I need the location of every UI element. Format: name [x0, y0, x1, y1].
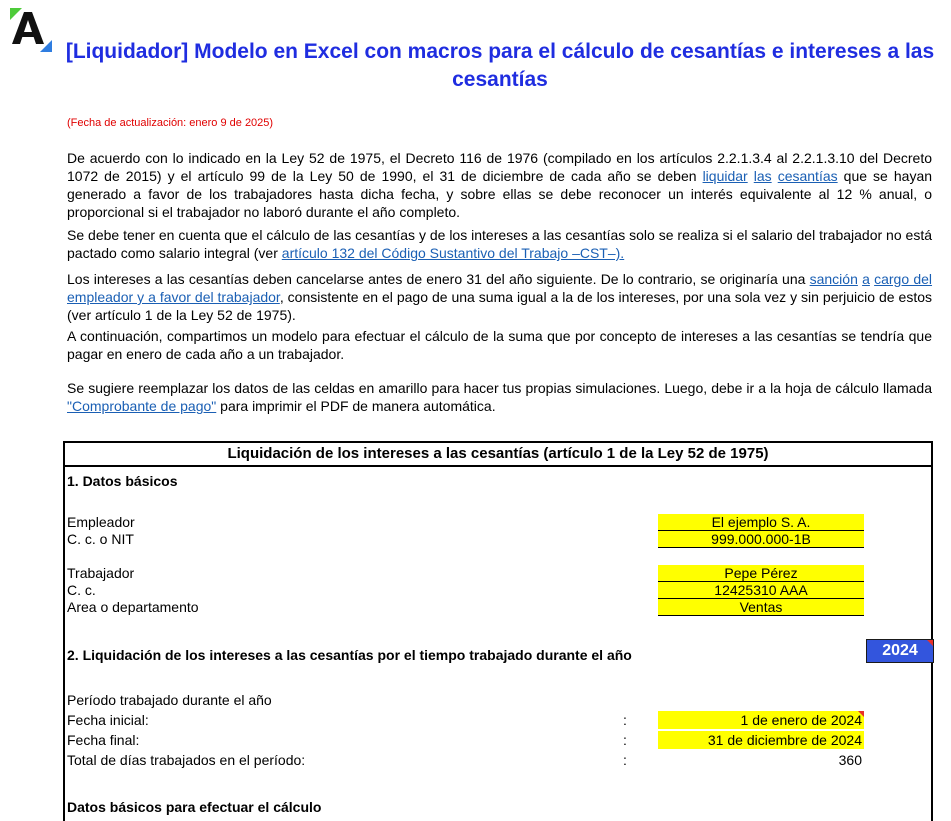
- year-cell[interactable]: 2024: [866, 639, 934, 663]
- link-sancion[interactable]: sanción: [809, 271, 858, 287]
- link-articulo-132-cst[interactable]: artículo 132 del Código Sustantivo del Trabajo –CST–).: [281, 245, 625, 261]
- link-liquidar[interactable]: liquidar: [702, 168, 748, 184]
- section-calc-data: Datos básicos para efectuar el cálculo: [67, 799, 322, 815]
- employer-label: Empleador: [67, 514, 135, 530]
- liquidation-sheet: [63, 441, 933, 821]
- intro-paragraph-5: Se sugiere reemplazar los datos de las celdas en amarillo para hacer tus propias simulaciones. Luego, debe ir a la hoja de cálculo llamada "Comprobante de pago" para imprimir el PDF de manera automática.: [67, 380, 932, 414]
- link-las[interactable]: las: [753, 168, 772, 184]
- worker-input[interactable]: Pepe Pérez: [658, 565, 864, 582]
- nit-input[interactable]: 999.000.000-1B: [658, 531, 864, 548]
- colon-separator: :: [623, 732, 627, 748]
- logo-label: A: [8, 6, 9, 7]
- area-label: Area o departamento: [67, 599, 199, 615]
- end-date-input[interactable]: 31 de diciembre de 2024: [658, 731, 864, 749]
- area-input[interactable]: Ventas: [658, 599, 864, 616]
- nit-label: C. c. o NIT: [67, 531, 134, 547]
- days-value: 360: [838, 752, 862, 768]
- link-a[interactable]: a: [862, 271, 870, 287]
- link-cesantias[interactable]: cesantías: [777, 168, 838, 184]
- cc-input[interactable]: 12425310 AAA: [658, 582, 864, 599]
- intro-paragraph-3: Los intereses a las cesantías deben cancelarse antes de enero 31 del año siguiente. De lo contrario, se originaría una sanción a cargo del empleador y a favor del trabajador, consistente en el pago de una suma igual a la de los intereses, por una sola vez y sin perjuicio de estos (ver artículo 1 de la Ley 52 de 1975).: [67, 271, 933, 323]
- page-title: [Liquidador] Modelo en Excel con macros para el cálculo de cesantías e intereses a las cesantías: [65, 40, 935, 91]
- section-basic-data: 1. Datos básicos: [67, 473, 178, 489]
- intro-paragraph-1: De acuerdo con lo indicado en la Ley 52 de 1975, el Decreto 116 de 1976 (compilado en los artículos 2.2.1.3.4 al 2.2.1.3.10 del Decreto 1072 de 2015) y el artículo 99 de la Ley 50 de 1990, el 31 de diciembre de cada año se deben liquidar las cesantías que se hayan generado a favor de los trabajadores hasta dicha fecha, y sobre ellas se debe reconocer un interés equivalente al 12 % anual, o proporcional si el trabajador no laboró durante el año completo.: [67, 150, 933, 220]
- update-note: (Fecha de actualización: enero 9 de 2025): [67, 117, 274, 129]
- employer-input[interactable]: El ejemplo S. A.: [658, 514, 864, 531]
- start-date-label: Fecha inicial:: [67, 712, 149, 728]
- worker-label: Trabajador: [67, 565, 135, 581]
- sheet-title: Liquidación de los intereses a las cesantías (artículo 1 de la Ley 52 de 1975): [65, 443, 931, 467]
- end-date-label: Fecha final:: [67, 732, 140, 748]
- start-date-input[interactable]: 1 de enero de 2024: [658, 711, 864, 729]
- link-comprobante-de-pago[interactable]: "Comprobante de pago": [67, 398, 217, 414]
- cc-label: C. c.: [67, 582, 96, 598]
- link-cargo-del-empleador[interactable]: cargo del empleador y a favor del trabajador: [67, 271, 933, 305]
- period-label: Período trabajado durante el año: [67, 692, 272, 708]
- intro-paragraph-2: Se debe tener en cuenta que el cálculo de las cesantías y de los intereses a las cesantías solo se realiza si el salario del trabajador no está pactado como salario integral (ver artículo 132 del Código Sustantivo del Trabajo –CST–).: [67, 227, 932, 261]
- actualicese-logo-icon: [8, 6, 54, 54]
- colon-separator: :: [623, 712, 627, 728]
- section-liquidation: 2. Liquidación de los intereses a las cesantías por el tiempo trabajado durante el año: [67, 647, 632, 663]
- days-label: Total de días trabajados en el período:: [67, 752, 306, 768]
- intro-paragraph-4: A continuación, compartimos un modelo para efectuar el cálculo de la suma que por concepto de intereses a las cesantías se tendría que pagar en enero de cada año a un trabajador.: [67, 328, 932, 362]
- colon-separator: :: [623, 752, 627, 768]
